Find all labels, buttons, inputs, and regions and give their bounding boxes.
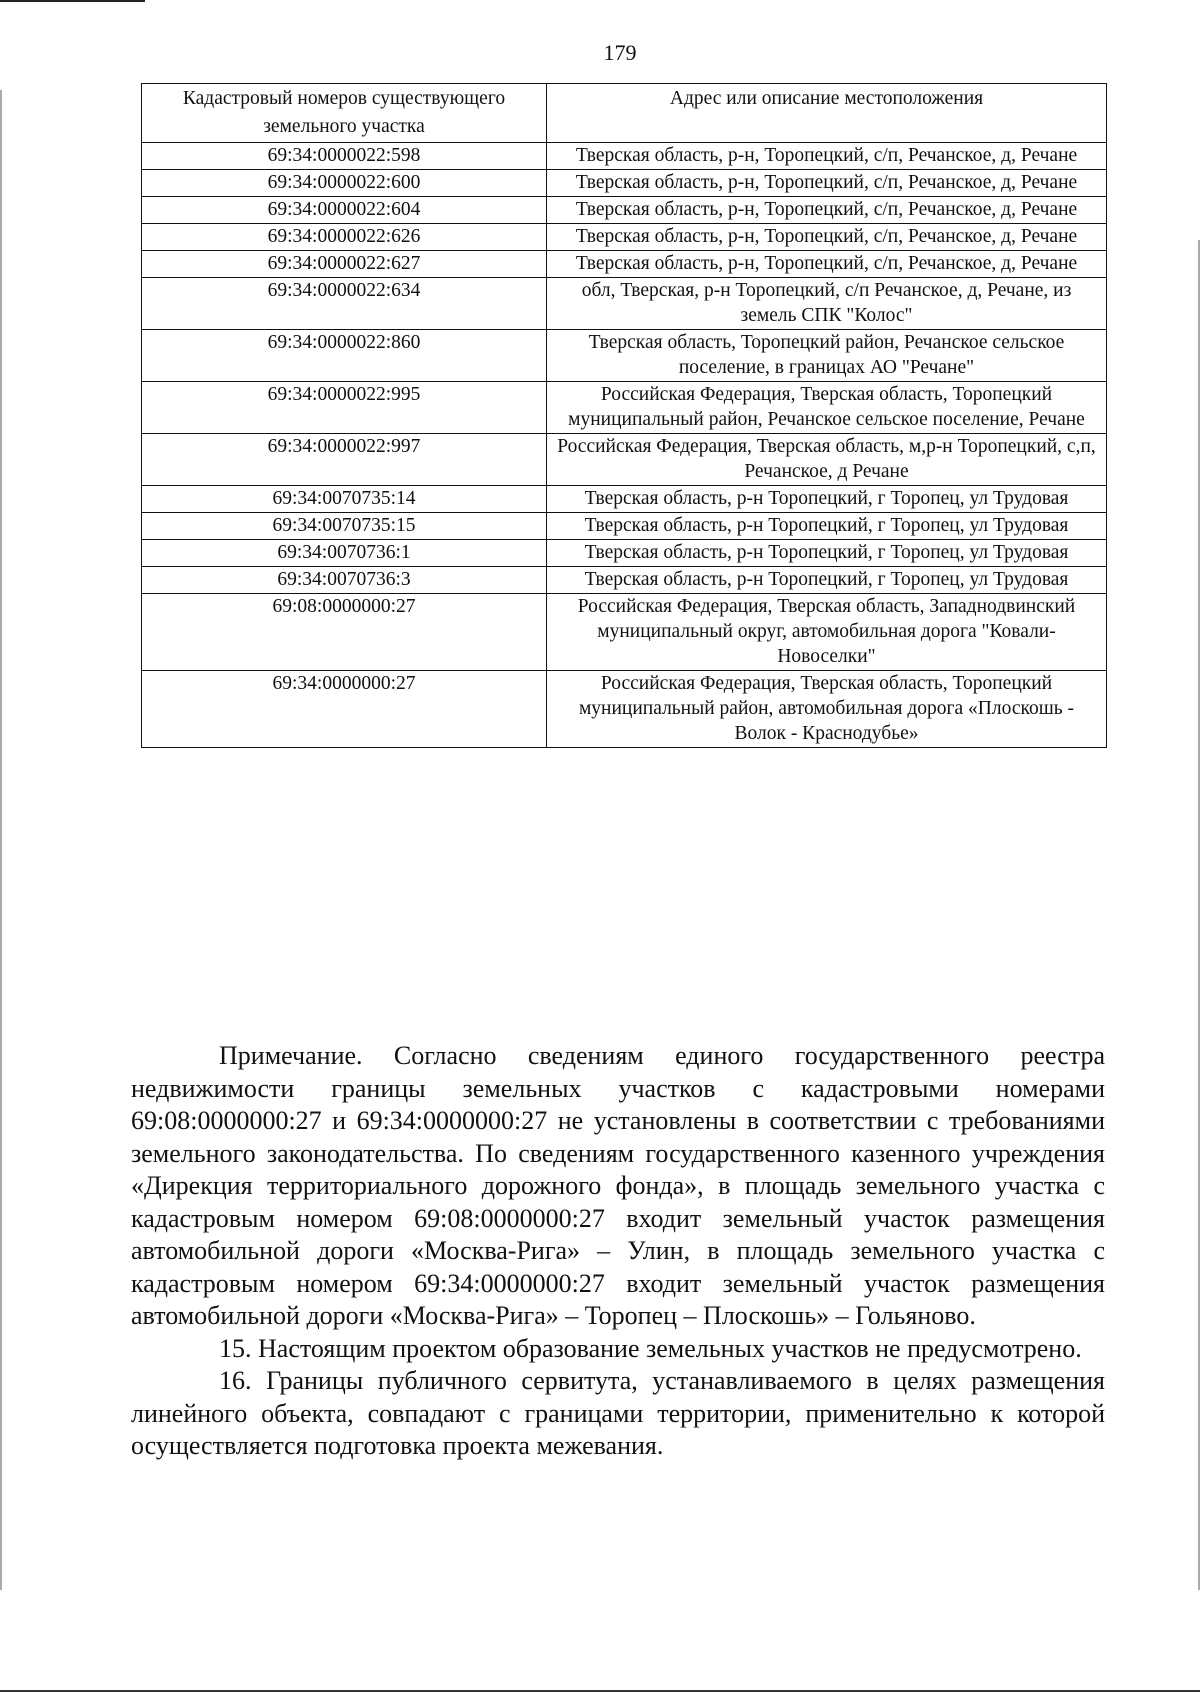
table-row (142, 382, 1107, 434)
address-cell: Тверская область, р-н, Торопецкий, с/п, Речанское, д, Речане (547, 170, 1107, 197)
cadastral-number-cell: 69:34:0000022:600 (142, 170, 547, 197)
header-address: Адрес или описание местоположения (547, 84, 1107, 143)
cadastral-number-cell: 69:34:0000022:995 (142, 382, 547, 434)
address-cell: обл, Тверская, р-н Торопецкий, с/п Речанское, д, Речане, из земель СПК "Колос" (547, 278, 1107, 330)
address-cell: Российская Федерация, Тверская область, Торопецкий муниципальный район, Речанское сельское поселение, Речане (547, 382, 1107, 434)
table-row (142, 278, 1107, 330)
address-cell: Тверская область, р-н Торопецкий, г Торопец, ул Трудовая (547, 540, 1107, 567)
cadastral-number-cell: 69:34:0070735:14 (142, 486, 547, 513)
address-cell: Тверская область, р-н, Торопецкий, с/п, Речанское, д, Речане (547, 197, 1107, 224)
address-cell: Российская Федерация, Тверская область, Торопецкий муниципальный район, автомобильная дорога «Плоскошь - Волок - Краснодубье» (547, 671, 1107, 748)
cadastral-number-cell: 69:34:0070735:15 (142, 513, 547, 540)
cadastral-number-cell: 69:34:0000022:997 (142, 434, 547, 486)
table-row (142, 540, 1107, 567)
item-15-paragraph: 15. Настоящим проектом образование земельных участков не предусмотрено. (219, 1333, 1082, 1363)
address-cell: Тверская область, р-н, Торопецкий, с/п, Речанское, д, Речане (547, 143, 1107, 170)
scan-artifact-top (0, 0, 145, 2)
table-row (142, 170, 1107, 197)
cadastral-number-cell: 69:34:0000022:604 (142, 197, 547, 224)
table-row (142, 594, 1107, 671)
cadastral-number-cell: 69:34:0000022:627 (142, 251, 547, 278)
address-cell: Российская Федерация, Тверская область, Западнодвинский муниципальный округ, автомобильная дорога "Ковали-Новоселки" (547, 594, 1107, 671)
address-cell: Тверская область, Торопецкий район, Речанское сельское поселение, в границах АО "Речане" (547, 330, 1107, 382)
table-row (142, 330, 1107, 382)
table-row (142, 671, 1107, 748)
table-row (142, 513, 1107, 540)
scan-artifact-left-edge (0, 90, 2, 1590)
cadastral-number-cell: 69:34:0000000:27 (142, 671, 547, 748)
table-row (142, 486, 1107, 513)
note-paragraph: Примечание. Согласно сведениям единого государственного реестра недвижимости границы земельных участков с кадастровыми номерами 69:08:0000000:27 и 69:34:0000000:27 не установлены в соответствии с требованиями земельного законодательства. По сведениям государственного казенного учреждения «Дирекция территориального дорожного фонда», в площадь земельного участка с кадастровым номером 69:08:0000000:27 входит земельный участок размещения автомобильной дороги «Москва-Рига» – Улин, в площадь земельного участка с кадастровым номером 69:34:0000000:27 входит земельный участок размещения автомобильной дороги «Москва-Рига» – Торопец – Плоскошь» – Гольяново. (131, 1041, 1105, 1330)
cadastral-number-cell: 69:34:0070736:1 (142, 540, 547, 567)
cadastral-number-cell: 69:08:0000000:27 (142, 594, 547, 671)
address-cell: Тверская область, р-н, Торопецкий, с/п, Речанское, д, Речане (547, 251, 1107, 278)
scan-artifact-bottom (0, 1690, 1200, 1692)
cadastral-number-cell: 69:34:0070736:3 (142, 567, 547, 594)
note-section (131, 1040, 1105, 1463)
cadastral-table (141, 83, 1107, 748)
table-header-row (142, 84, 1107, 143)
address-cell: Тверская область, р-н Торопецкий, г Торопец, ул Трудовая (547, 513, 1107, 540)
item-16-paragraph: 16. Границы публичного сервитута, устанавливаемого в целях размещения линейного объекта, совпадают с границами территории, применительно к которой осуществляется подготовка проекта межевания. (131, 1366, 1105, 1460)
cadastral-number-cell: 69:34:0000022:598 (142, 143, 547, 170)
address-cell: Российская Федерация, Тверская область, м,р-н Торопецкий, с,п, Речанское, д Речане (547, 434, 1107, 486)
table-row (142, 197, 1107, 224)
address-cell: Тверская область, р-н, Торопецкий, с/п, Речанское, д, Речане (547, 224, 1107, 251)
table-row (142, 143, 1107, 170)
cadastral-number-cell: 69:34:0000022:634 (142, 278, 547, 330)
table-row (142, 224, 1107, 251)
header-cadastral: Кадастровый номеров существующего земельного участка (142, 84, 547, 143)
table-row (142, 434, 1107, 486)
table-row (142, 567, 1107, 594)
cadastral-number-cell: 69:34:0000022:626 (142, 224, 547, 251)
page-number: 179 (603, 40, 637, 65)
cadastral-number-cell: 69:34:0000022:860 (142, 330, 547, 382)
address-cell: Тверская область, р-н Торопецкий, г Торопец, ул Трудовая (547, 567, 1107, 594)
table-row (142, 251, 1107, 278)
address-cell: Тверская область, р-н Торопецкий, г Торопец, ул Трудовая (547, 486, 1107, 513)
